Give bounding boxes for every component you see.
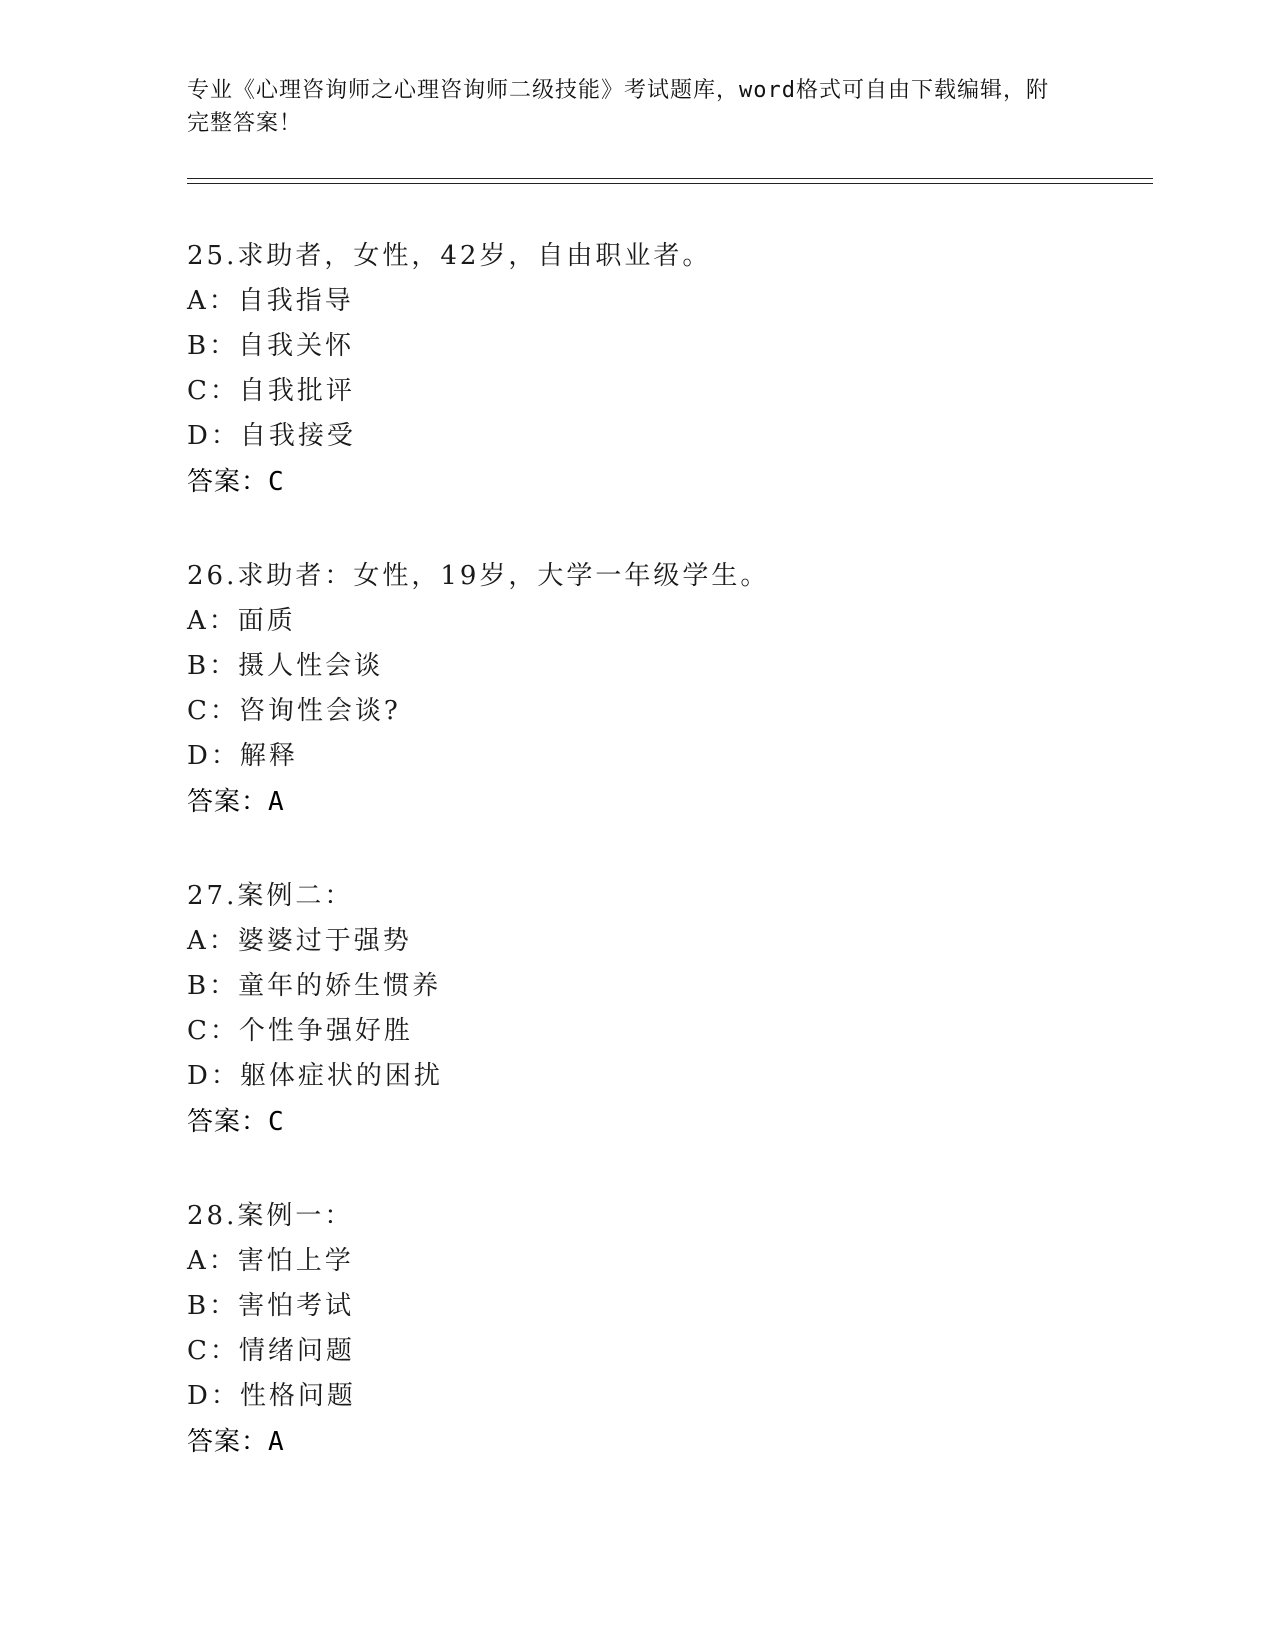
question-item — [187, 874, 1147, 1194]
option-b: B：自我关怀 — [187, 331, 355, 361]
option-a: A：面质 — [187, 606, 296, 636]
question-list — [187, 234, 1147, 1514]
option-c: C：个性争强好胜 — [187, 1016, 413, 1046]
option-c: C：自我批评 — [187, 376, 355, 406]
option-d: D：性格问题 — [187, 1381, 356, 1411]
option-d: D：自我接受 — [187, 421, 356, 451]
question-stem: 28.案例一： — [187, 1201, 354, 1231]
question-stem: 25.求助者，女性，42岁，自由职业者。 — [187, 241, 712, 271]
option-a: A：自我指导 — [187, 286, 354, 316]
option-b: B：童年的娇生惯养 — [187, 971, 442, 1001]
option-d: D：躯体症状的困扰 — [187, 1061, 443, 1091]
option-a: A：害怕上学 — [187, 1246, 354, 1276]
question-item — [187, 234, 1147, 554]
header-divider-top — [187, 178, 1153, 179]
option-c: C：咨询性会谈? — [187, 696, 401, 726]
answer-line: 答案：A — [187, 787, 285, 817]
option-b: B：害怕考试 — [187, 1291, 355, 1321]
answer-line: 答案：A — [187, 1427, 285, 1457]
option-b: B：摄人性会谈 — [187, 651, 384, 681]
answer-line: 答案：C — [187, 467, 285, 497]
header-divider-bottom — [187, 183, 1153, 184]
option-c: C：情绪问题 — [187, 1336, 355, 1366]
question-stem: 26.求助者：女性，19岁，大学一年级学生。 — [187, 561, 770, 591]
answer-line: 答案：C — [187, 1107, 285, 1137]
option-a: A：婆婆过于强势 — [187, 926, 412, 956]
document-header: 专业《心理咨询师之心理咨询师二级技能》考试题库，word格式可自由下载编辑，附完整答案！ — [187, 78, 1049, 136]
option-d: D：解释 — [187, 741, 298, 771]
question-stem: 27.案例二： — [187, 881, 354, 911]
question-item — [187, 1194, 1147, 1514]
question-item — [187, 554, 1147, 874]
